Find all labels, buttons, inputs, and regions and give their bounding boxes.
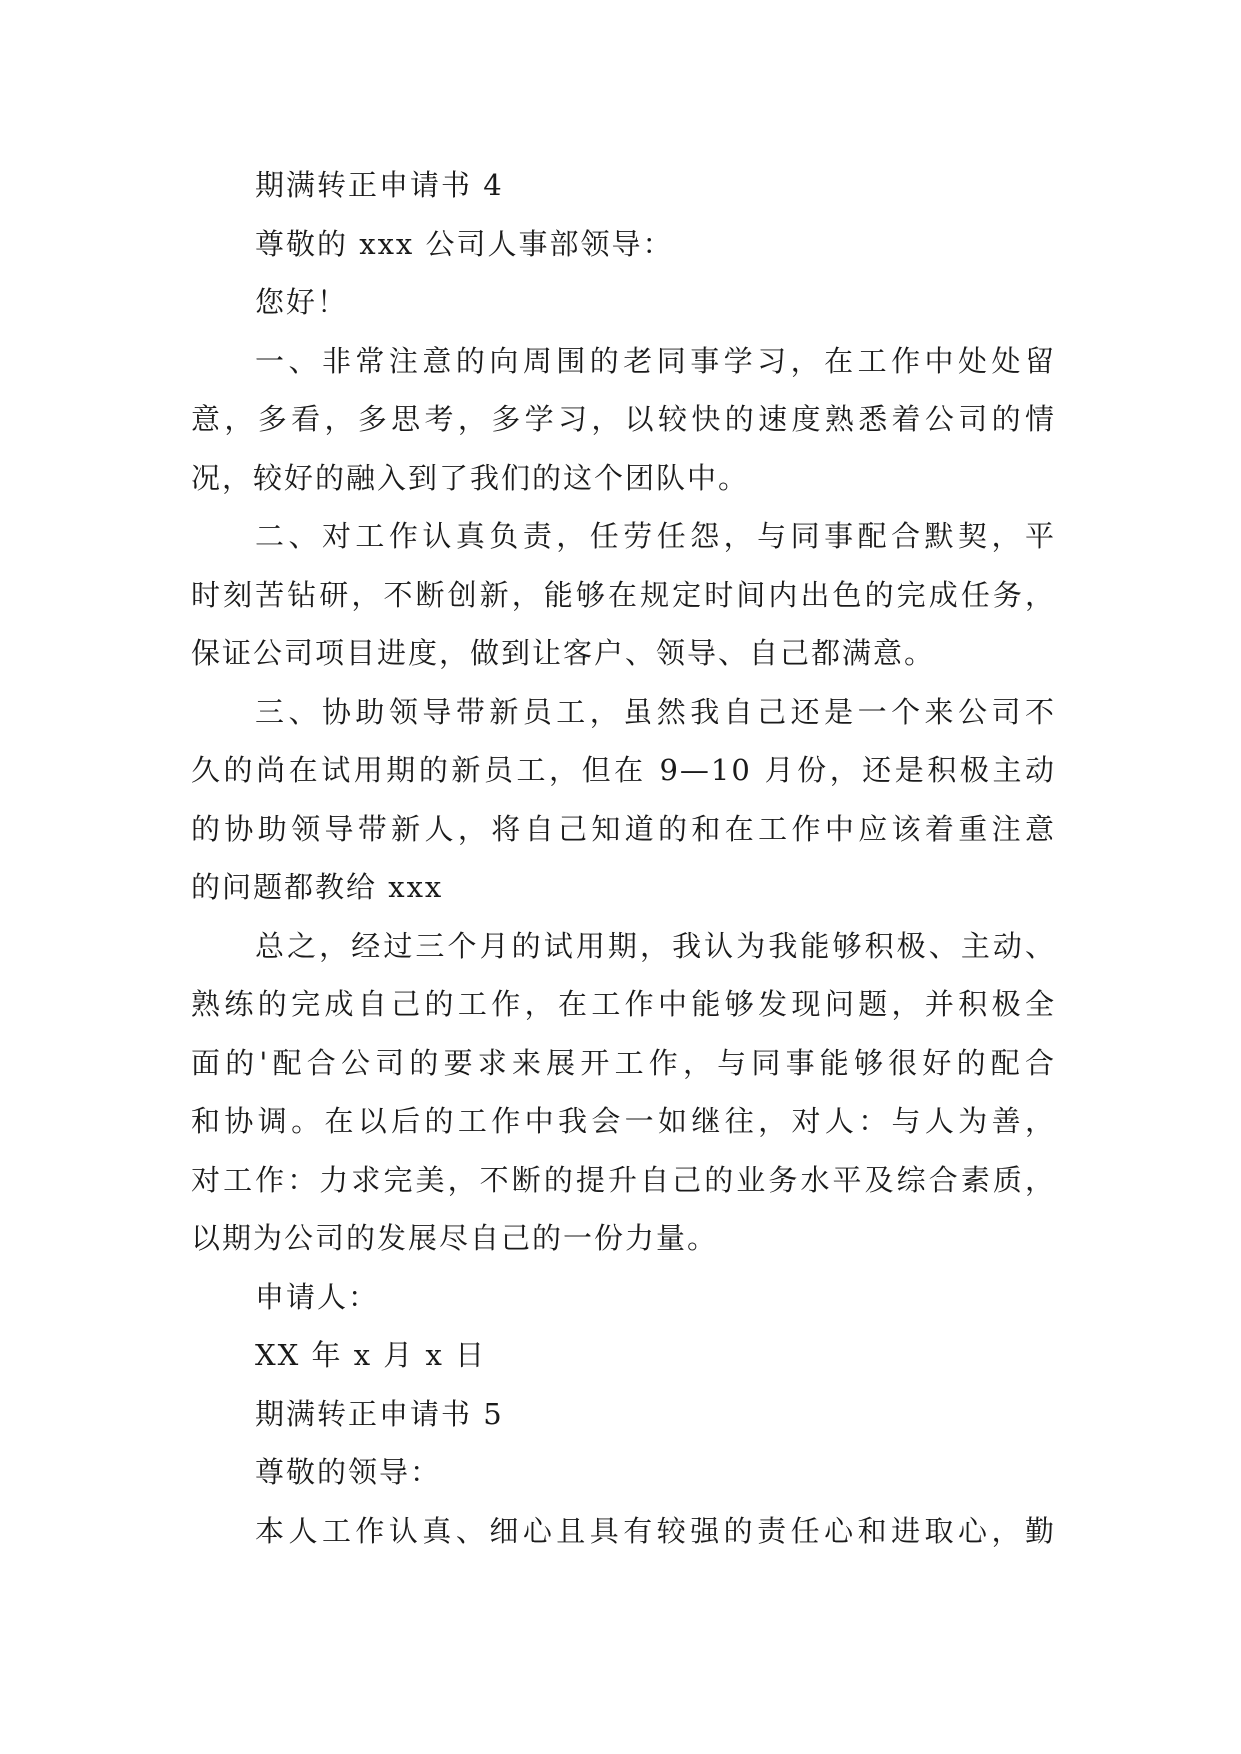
paragraph-line: 本人工作认真、细心且具有较强的责任心和进取心，勤 bbox=[255, 1513, 1056, 1548]
paragraph-line: 对工作：力求完美，不断的提升自己的业务水平及综合素质， bbox=[191, 1162, 1056, 1197]
paragraph-line: 的问题都教给 xxx bbox=[191, 870, 444, 904]
paragraph-line: 久的尚在试用期的新员工，但在 9—10 月份，还是积极主动 bbox=[191, 753, 1056, 787]
salutation: 尊敬的 xxx 公司人事部领导： bbox=[255, 226, 674, 261]
paragraph-line: 时刻苦钻研，不断创新，能够在规定时间内出色的完成任务， bbox=[191, 577, 1056, 612]
document-body bbox=[191, 156, 1056, 1560]
paragraph-line: 以期为公司的发展尽自己的一份力量。 bbox=[191, 1221, 719, 1255]
paragraph-line: 面的'配合公司的要求来展开工作，与同事能够很好的配合 bbox=[191, 1045, 1056, 1080]
paragraph-line: 一、非常注意的向周围的老同事学习，在工作中处处留 bbox=[255, 343, 1056, 378]
paragraph-line: 的协助领导带新人，将自己知道的和在工作中应该着重注意 bbox=[191, 811, 1056, 846]
section-title: 期满转正申请书 5 bbox=[255, 1396, 504, 1431]
paragraph-line: 况，较好的融入到了我们的这个团队中。 bbox=[191, 460, 750, 495]
greeting: 您好！ bbox=[255, 285, 349, 319]
date-line: XX 年 x 月 x 日 bbox=[255, 1338, 487, 1372]
paragraph-line: 意，多看，多思考，多学习，以较快的速度熟悉着公司的情 bbox=[191, 402, 1056, 436]
salutation: 尊敬的领导： bbox=[255, 1455, 442, 1489]
paragraph-line: 熟练的完成自己的工作，在工作中能够发现问题，并积极全 bbox=[191, 987, 1056, 1021]
paragraph-line: 总之，经过三个月的试用期，我认为我能够积极、主动、 bbox=[255, 928, 1056, 963]
paragraph-line: 和协调。在以后的工作中我会一如继往，对人：与人为善， bbox=[191, 1104, 1056, 1138]
paragraph-line: 二、对工作认真负责，任劳任怨，与同事配合默契，平 bbox=[255, 519, 1056, 553]
paragraph-line: 三、协助领导带新员工，虽然我自己还是一个来公司不 bbox=[255, 694, 1056, 729]
section-title: 期满转正申请书 4 bbox=[255, 168, 504, 202]
applicant-label: 申请人： bbox=[255, 1279, 380, 1314]
paragraph-line: 保证公司项目进度，做到让客户、领导、自己都满意。 bbox=[191, 636, 936, 670]
